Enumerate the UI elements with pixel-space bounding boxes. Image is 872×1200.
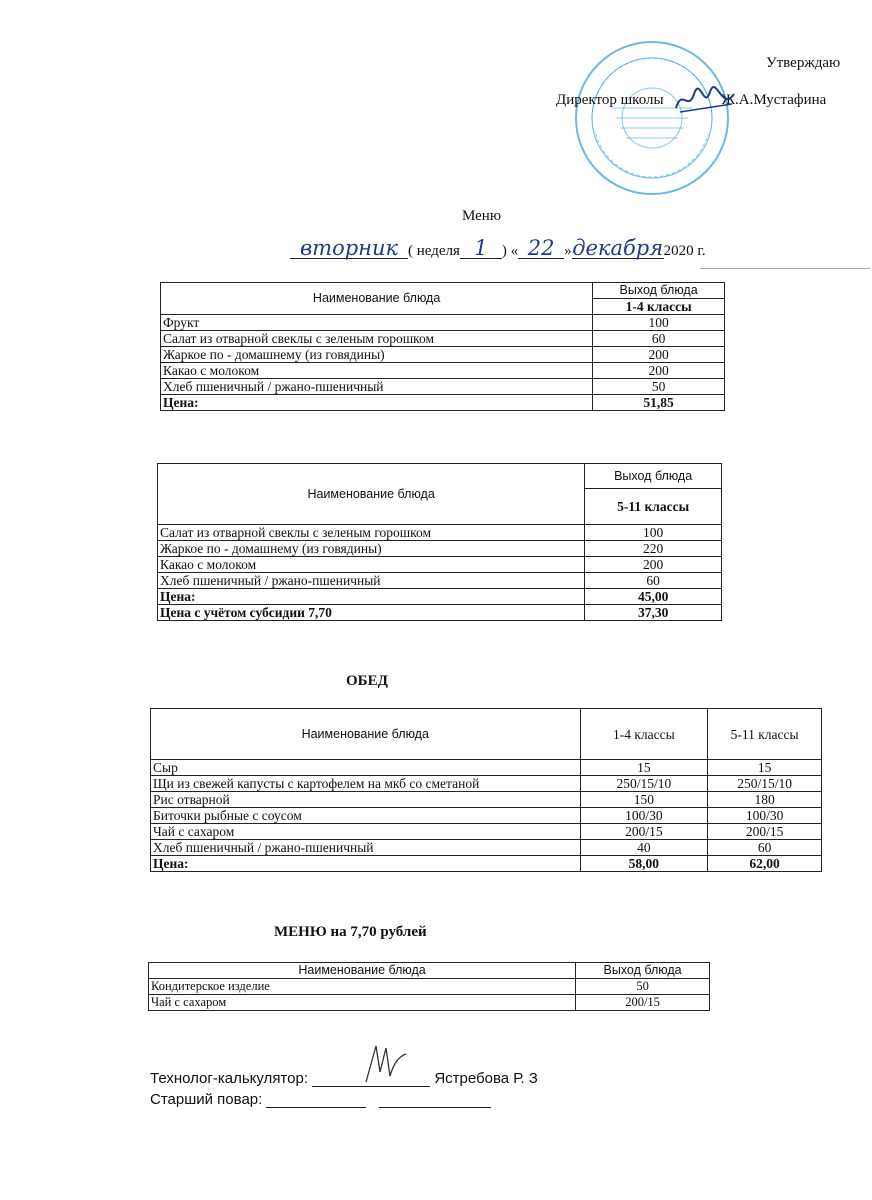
cook-signature-blank [266, 1093, 366, 1108]
menu-table-5-11 [157, 463, 722, 621]
dish-name: Биточки рыбные с соусом [151, 808, 581, 824]
dish-yield-1-4: 15 [580, 760, 708, 776]
table4-header-yield: Выход блюда [576, 963, 710, 979]
table-row [161, 363, 725, 379]
dish-name: Хлеб пшеничный / ржано-пшеничный [161, 379, 593, 395]
technologist-label: Технолог-калькулятор: [150, 1070, 308, 1087]
dish-name: Жаркое по - домашнему (из говядины) [161, 347, 593, 363]
dish-name: Чай с сахаром [149, 995, 576, 1011]
price-label: Цена: [161, 395, 593, 411]
dish-yield-1-4: 200/15 [580, 824, 708, 840]
table-row [161, 347, 725, 363]
technologist-line [150, 1070, 538, 1087]
table2-class-label: 5-11 классы [585, 489, 722, 525]
dish-yield-5-11: 100/30 [708, 808, 822, 824]
price-label: Цена: [151, 856, 581, 872]
dish-name: Чай с сахаром [151, 824, 581, 840]
dish-yield-5-11: 60 [708, 840, 822, 856]
dish-yield: 200 [593, 363, 725, 379]
table3-col1: 1-4 классы [580, 709, 708, 760]
approval-name: Ж.А.Мустафина [721, 92, 827, 108]
table-row [161, 379, 725, 395]
menu-770-table [148, 962, 710, 1011]
dish-yield: 200 [585, 557, 722, 573]
subsidy-row [158, 605, 722, 621]
dish-name: Рис отварной [151, 792, 581, 808]
dish-name: Какао с молоком [158, 557, 585, 573]
price-row [151, 856, 822, 872]
dish-name: Салат из отварной свеклы с зеленым горошком [161, 331, 593, 347]
table3-header-name: Наименование блюда [151, 709, 581, 760]
dish-yield-5-11: 200/15 [708, 824, 822, 840]
cook-name-blank [379, 1093, 491, 1108]
price-row [161, 395, 725, 411]
dish-yield-1-4: 150 [580, 792, 708, 808]
menu-title: Меню [462, 208, 502, 224]
open-quote: « [510, 243, 519, 259]
year: 2020 г. [663, 243, 706, 259]
price-value: 51,85 [593, 395, 725, 411]
dish-yield-5-11: 180 [708, 792, 822, 808]
table2-header-name: Наименование блюда [158, 464, 585, 525]
table-row [151, 776, 822, 792]
close-quote: » [564, 243, 572, 259]
director-signature [672, 82, 740, 118]
cook-line [150, 1091, 491, 1108]
week-prefix: ( неделя [408, 243, 460, 259]
date-line [290, 238, 706, 260]
technologist-signature [360, 1042, 410, 1086]
dish-name: Жаркое по - домашнему (из говядины) [158, 541, 585, 557]
approval-title: Утверждаю [766, 55, 841, 71]
table-row [161, 315, 725, 331]
dish-yield: 50 [593, 379, 725, 395]
week-handwritten: 1 [460, 238, 502, 259]
dish-yield: 60 [593, 331, 725, 347]
dish-yield-1-4: 100/30 [580, 808, 708, 824]
dish-yield: 50 [576, 979, 710, 995]
dish-name: Щи из свежей капусты с картофелем на мкб со сметаной [151, 776, 581, 792]
subsidy-value: 37,30 [585, 605, 722, 621]
dish-name: Салат из отварной свеклы с зеленым горошком [158, 525, 585, 541]
price-value: 45,00 [585, 589, 722, 605]
table2-header-yield: Выход блюда [585, 464, 722, 489]
cook-label: Старший повар: [150, 1091, 263, 1108]
price-value-5-11: 62,00 [708, 856, 822, 872]
lunch-title: ОБЕД [346, 673, 388, 689]
approval-position: Директор школы [556, 92, 664, 108]
table-row [161, 331, 725, 347]
dish-yield-5-11: 15 [708, 760, 822, 776]
price-value-1-4: 58,00 [580, 856, 708, 872]
table-row [158, 541, 722, 557]
table-row [158, 573, 722, 589]
table-row [158, 557, 722, 573]
menu-770-title: МЕНЮ на 7,70 рублей [274, 924, 427, 940]
table-row [151, 840, 822, 856]
school-stamp [572, 38, 732, 198]
table-row [151, 808, 822, 824]
technologist-name: Ястребова Р. З [434, 1070, 538, 1087]
dish-name: Кондитерское изделие [149, 979, 576, 995]
date-handwritten: 22 [518, 238, 564, 259]
table-row [158, 525, 722, 541]
table-row [151, 760, 822, 776]
day-handwritten: вторник [290, 238, 408, 259]
dish-name: Фрукт [161, 315, 593, 331]
table1-header-yield: Выход блюда [593, 283, 725, 299]
table3-col2: 5-11 классы [708, 709, 822, 760]
price-row [158, 589, 722, 605]
table1-header-name: Наименование блюда [161, 283, 593, 315]
table-row [151, 824, 822, 840]
table-row [149, 979, 710, 995]
table-row [149, 995, 710, 1011]
table4-header-name: Наименование блюда [149, 963, 576, 979]
dish-name: Какао с молоком [161, 363, 593, 379]
dish-yield: 200/15 [576, 995, 710, 1011]
week-suffix: ) [501, 243, 507, 259]
dish-yield: 220 [585, 541, 722, 557]
dish-yield: 100 [593, 315, 725, 331]
table-row [151, 792, 822, 808]
dish-name: Хлеб пшеничный / ржано-пшеничный [158, 573, 585, 589]
table1-class-label: 1-4 классы [593, 299, 725, 315]
lunch-table [150, 708, 822, 872]
dish-name: Хлеб пшеничный / ржано-пшеничный [151, 840, 581, 856]
subsidy-label: Цена с учётом субсидии 7,70 [158, 605, 585, 621]
dish-yield-1-4: 40 [580, 840, 708, 856]
dish-yield: 200 [593, 347, 725, 363]
month-handwritten: декабря [572, 236, 664, 260]
price-label: Цена: [158, 589, 585, 605]
dish-yield-1-4: 250/15/10 [580, 776, 708, 792]
dish-name: Сыр [151, 760, 581, 776]
menu-table-1-4 [160, 282, 725, 411]
dish-yield: 100 [585, 525, 722, 541]
dish-yield: 60 [585, 573, 722, 589]
dish-yield-5-11: 250/15/10 [708, 776, 822, 792]
